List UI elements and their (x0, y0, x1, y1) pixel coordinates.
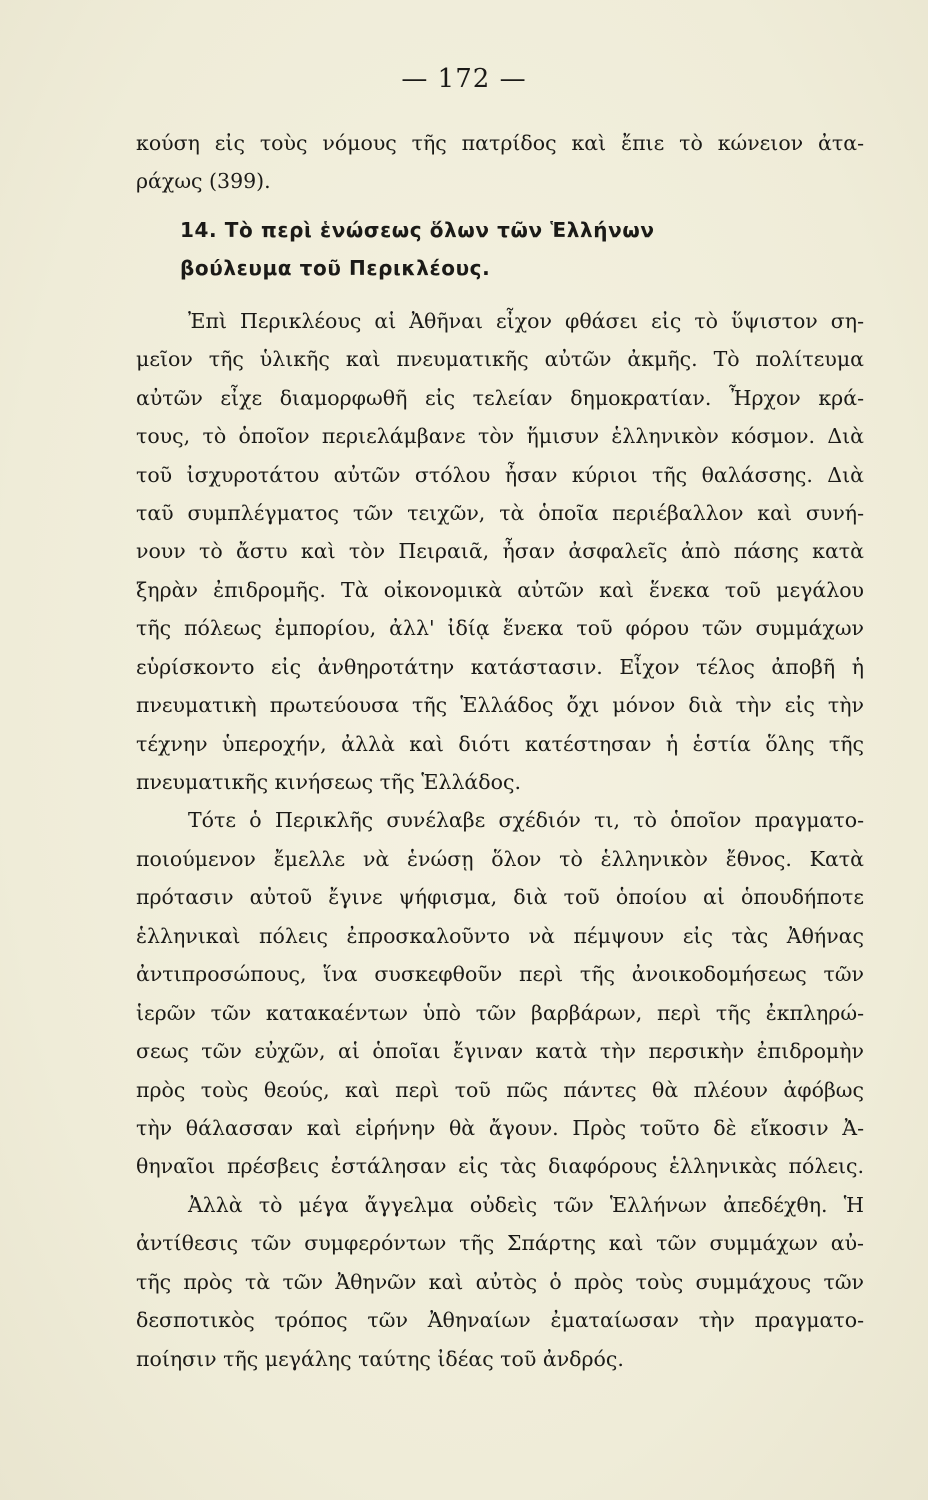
text-line: πρότασιν αὐτοῦ ἔγινε ψήφισμα, διὰ τοῦ ὁποίου αἱ ὁπουδήποτε (136, 885, 864, 910)
text-line: Τότε ὁ Περικλῆς συνέλαβε σχέδιόν τι, τὸ ὁποῖον πραγματο- (188, 808, 864, 833)
text-line: ἱερῶν τῶν κατακαέντων ὑπὸ τῶν βαρβάρων, περὶ τῆς ἐκπληρώ- (136, 1000, 864, 1025)
text-line: ποίησιν τῆς μεγάλης ταύτης ἰδέας τοῦ ἀνδρός. (136, 1346, 624, 1371)
text-line: Ἀλλὰ τὸ μέγα ἄγγελμα οὐδεὶς τῶν Ἑλλήνων ἀπεδέχθη. Ἡ (188, 1192, 864, 1217)
text-line: τῆς πρὸς τὰ τῶν Ἀθηνῶν καὶ αὐτὸς ὁ πρὸς τοὺς συμμάχους τῶν (136, 1269, 864, 1294)
text-line: κούση εἰς τοὺς νόμους τῆς πατρίδος καὶ ἔπιε τὸ κώνειον ἀτα- (136, 131, 864, 155)
text-line: νουν τὸ ἄστυ καὶ τὸν Πειραιᾶ, ἦσαν ἀσφαλεῖς ἀπὸ πάσης κατὰ (136, 539, 864, 564)
text-line: σεως τῶν εὐχῶν, αἱ ὁποῖαι ἔγιναν κατὰ τὴν περσικὴν ἐπιδρομὴν (136, 1039, 864, 1064)
text-line: τους, τὸ ὁποῖον περιελάμβανε τὸν ἥμισυν ἑλληνικὸν κόσμον. Διὰ (136, 424, 864, 449)
text-line: ἑλληνικαὶ πόλεις ἐπροσκαλοῦντο νὰ πέμψουν εἰς τὰς Ἀθήνας (136, 923, 864, 948)
text-line: δεσποτικὸς τρόπος τῶν Ἀθηναίων ἐματαίωσαν τὴν πραγματο- (136, 1308, 864, 1333)
text-line: πνευματικῆς κινήσεως τῆς Ἑλλάδος. (136, 770, 521, 794)
text-line: τὴν θάλασσαν καὶ εἰρήνην θὰ ἄγουν. Πρὸς τοῦτο δὲ εἴκοσιν Ἀ- (136, 1115, 864, 1140)
text-line: πνευματικὴ πρωτεύουσα τῆς Ἑλλάδος ὄχι μόνον διὰ τὴν εἰς τὴν (136, 693, 864, 718)
continuation-paragraph (136, 124, 864, 201)
text-line: πρὸς τοὺς θεούς, καὶ περὶ τοῦ πῶς πάντες θὰ πλέουν ἀφόβως (136, 1077, 864, 1102)
text-line: Ἐπὶ Περικλέους αἱ Ἀθῆναι εἶχον φθάσει εἰς τὸ ὕψιστον ση- (188, 308, 864, 333)
page-number: — 172 — (401, 64, 527, 94)
text-line: θηναῖοι πρέσβεις ἐστάλησαν εἰς τὰς διαφόρους ἑλληνικὰς πόλεις. (136, 1154, 864, 1179)
text-line: ποιούμενον ἔμελλε νὰ ἑνώσῃ ὅλον τὸ ἑλληνικὸν ἔθνος. Κατὰ (136, 846, 864, 871)
section-heading (136, 211, 864, 288)
text-line: τῆς πόλεως ἐμπορίου, ἀλλ' ἰδίᾳ ἕνεκα τοῦ φόρου τῶν συμμάχων (136, 616, 864, 641)
text-line: ξηρὰν ἐπιδρομῆς. Τὰ οἰκονομικὰ αὐτῶν καὶ ἕνεκα τοῦ μεγάλου (136, 577, 864, 602)
text-line: εὑρίσκοντο εἰς ἀνθηροτάτην κατάστασιν. Εἶχον τέλος ἀποβῆ ἡ (136, 654, 864, 679)
text-line: ράχως (399). (136, 169, 271, 194)
section-heading-line: 14. Τὸ περὶ ἑνώσεως ὅλων τῶν Ἑλλήνων (180, 217, 655, 242)
text-line: τέχνην ὑπεροχήν, ἀλλὰ καὶ διότι κατέστησαν ἡ ἑστία ὅλης τῆς (136, 731, 864, 756)
text-line: ἀντίθεσις τῶν συμφερόντων τῆς Σπάρτης καὶ τῶν συμμάχων αὐ- (136, 1231, 864, 1256)
text-block (136, 124, 864, 1378)
paragraph (136, 302, 864, 802)
text-line: ταῦ συμπλέγματος τῶν τειχῶν, τὰ ὁποῖα περιέβαλλον καὶ συνή- (136, 500, 864, 525)
text-line: μεῖον τῆς ὑλικῆς καὶ πνευματικῆς αὐτῶν ἀκμῆς. Τὸ πολίτευμα (136, 347, 864, 372)
text-line: αὐτῶν εἶχε διαμορφωθῆ εἰς τελείαν δημοκρατίαν. Ἦρχον κρά- (136, 385, 864, 410)
text-line: ἀντιπροσώπους, ἵνα συσκεφθοῦν περὶ τῆς ἀνοικοδομήσεως τῶν (136, 962, 864, 987)
section-heading-line: βούλευμα τοῦ Περικλέους. (180, 256, 491, 281)
paragraph (136, 801, 864, 1185)
paragraph (136, 1186, 864, 1378)
text-line: τοῦ ἰσχυροτάτου αὐτῶν στόλου ἦσαν κύριοι τῆς θαλάσσης. Διὰ (136, 462, 864, 487)
